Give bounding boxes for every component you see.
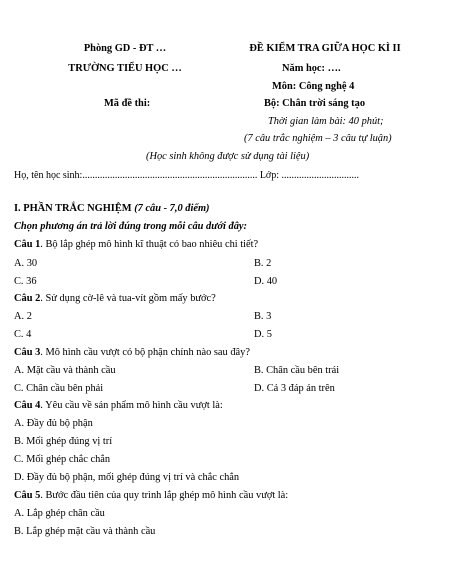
question-4 [14, 400, 223, 412]
q4-option-b[interactable]: B. Mối ghép đúng vị trí [14, 436, 113, 447]
q4-option-a[interactable]: A. Đầy đủ bộ phận [14, 418, 93, 429]
q3-option-b[interactable]: B. Chân cầu bên trái [254, 365, 340, 376]
question-text: . Sử dụng cờ-lê và tua-vít gồm mấy bước? [40, 293, 216, 304]
book-series: Bộ: Chân trời sáng tạo [264, 98, 366, 109]
q5-option-a[interactable]: A. Lắp ghép chân cầu [14, 508, 105, 519]
exam-note: (Học sinh không được sử dụng tài liệu) [146, 151, 310, 162]
question-2 [14, 293, 216, 305]
question-number: Câu 4 [14, 400, 41, 411]
q3-option-d[interactable]: D. Cả 3 đáp án trên [254, 383, 335, 394]
section-title [14, 203, 210, 215]
q2-option-a[interactable]: A. 2 [14, 311, 32, 322]
question-number: Câu 3 [14, 347, 41, 358]
q2-option-d[interactable]: D. 5 [254, 329, 272, 340]
question-1 [14, 239, 258, 251]
q4-option-c[interactable]: C. Mối ghép chắc chắn [14, 454, 111, 465]
q5-option-b[interactable]: B. Lắp ghép mặt cầu và thành cầu [14, 526, 156, 537]
exam-code-label: Mã đề thi: [104, 98, 151, 109]
q2-option-c[interactable]: C. 4 [14, 329, 32, 340]
question-text: . Mô hình cầu vượt có bộ phận chính nào sau đây? [40, 347, 250, 358]
q1-option-d[interactable]: D. 40 [254, 276, 278, 287]
question-3 [14, 347, 250, 359]
q2-option-b[interactable]: B. 3 [254, 311, 272, 322]
section-points: (7 câu - 7,0 điểm) [134, 203, 210, 214]
school-name: TRƯỜNG TIỂU HỌC … [68, 63, 182, 74]
q1-option-c[interactable]: C. 36 [14, 276, 37, 287]
question-number: Câu 5 [14, 490, 41, 501]
duration: Thời gian làm bài: 40 phút; [268, 116, 384, 127]
q4-option-d[interactable]: D. Đầy đủ bộ phận, mối ghép đúng vị trí và chắc chắn [14, 472, 240, 483]
q3-option-a[interactable]: A. Mặt cầu và thành cầu [14, 365, 116, 376]
department-name: Phòng GD - ĐT … [83, 43, 167, 54]
section-instruction: Chọn phương án trả lời đúng trong mỗi câu dưới đây: [14, 221, 248, 232]
question-number: Câu 2 [14, 293, 41, 304]
exam-structure: (7 câu trắc nghiệm – 3 câu tự luận) [244, 133, 392, 144]
question-text: . Yêu cầu về sản phẩm mô hình cầu vượt là: [40, 400, 223, 411]
q3-option-c[interactable]: C. Chân cầu bên phải [14, 383, 104, 394]
section-title-text: I. PHẦN TRẮC NGHIỆM [14, 203, 132, 214]
question-text: . Bộ lắp ghép mô hình kĩ thuật có bao nhiêu chi tiết? [40, 239, 259, 250]
subject: Môn: Công nghệ 4 [272, 81, 355, 92]
question-text: . Bước đầu tiên của quy trình lắp ghép mô hình cầu vượt là: [40, 490, 289, 501]
exam-title: ĐỀ KIỂM TRA GIỮA HỌC KÌ II [249, 43, 401, 54]
q1-option-a[interactable]: A. 30 [14, 258, 38, 269]
question-number: Câu 1 [14, 239, 41, 250]
question-5 [14, 490, 288, 502]
q1-option-b[interactable]: B. 2 [254, 258, 272, 269]
student-info-line: Họ, tên học sinh:...................................................................... Lớp: ............................... [14, 170, 359, 181]
school-year: Năm học: …. [282, 63, 341, 74]
